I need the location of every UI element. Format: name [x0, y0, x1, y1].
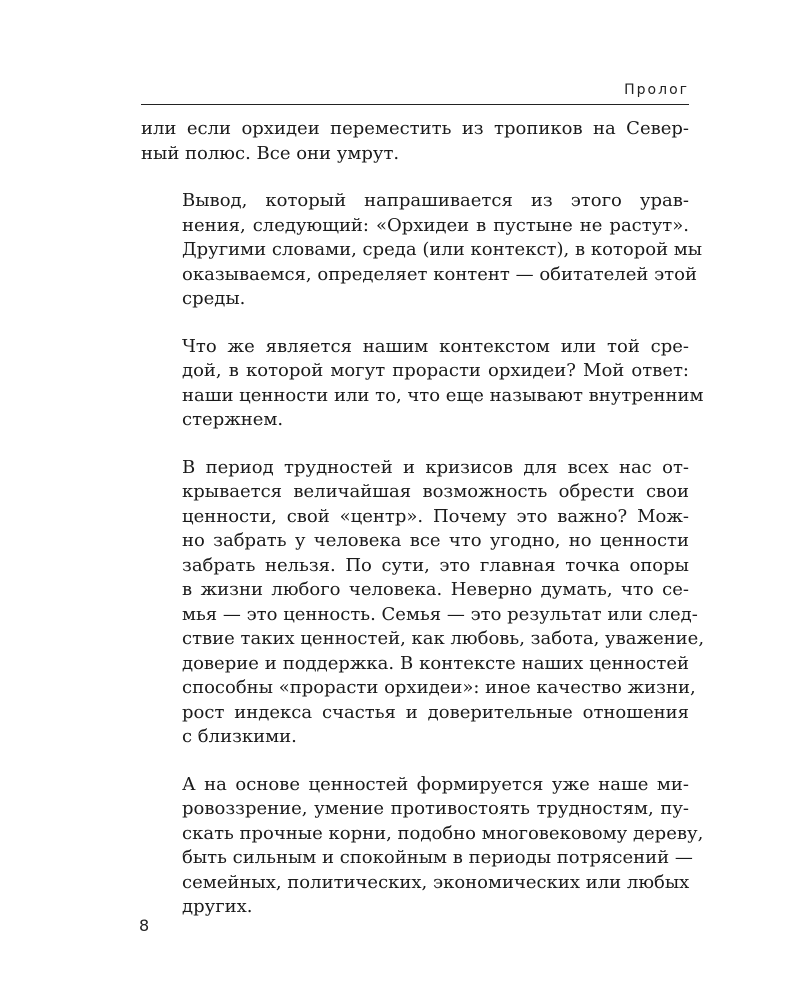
- paragraph-5: [141, 773, 704, 920]
- paragraph-1: [141, 117, 689, 166]
- text-line: ный полюс. Все они умрут.: [141, 142, 400, 164]
- text-line: скать прочные корни, подобно многовековому дереву,: [182, 822, 704, 844]
- body-text: [141, 117, 705, 943]
- paragraph-2: [141, 189, 703, 312]
- text-line: но забрать у человека все что угодно, но ценности: [182, 530, 689, 551]
- text-line: с близкими.: [182, 726, 297, 747]
- text-line: среды.: [182, 288, 246, 309]
- text-line: в жизни любого человека. Неверно думать, что се-: [182, 579, 689, 600]
- text-line: ствие таких ценностей, как любовь, забота, уважение,: [182, 628, 705, 649]
- text-line: оказываемся, определяет контент — обитателей этой: [182, 263, 697, 285]
- text-line: семейных, политических, экономических или любых: [182, 871, 690, 893]
- text-line: Что же является нашим контекстом или той сре-: [182, 335, 689, 357]
- text-line: Другими словами, среда (или контекст), в которой мы: [182, 239, 703, 260]
- text-line: доверие и поддержка. В контексте наших ценностей: [182, 652, 689, 674]
- text-line: А на основе ценностей формируется уже наше ми-: [182, 773, 689, 795]
- paragraph-3: [141, 335, 704, 433]
- text-line: других.: [182, 896, 253, 917]
- text-line: Вывод, который напрашивается из этого урав-: [182, 190, 689, 211]
- text-line: ровоззрение, умение противостоять трудностям, пу-: [182, 798, 689, 819]
- text-line: способны «прорасти орхидеи»: иное качество жизни,: [182, 677, 696, 698]
- text-line: рост индекса счастья и доверительные отношения: [182, 701, 689, 723]
- text-line: крывается величайшая возможность обрести свои: [182, 481, 689, 502]
- page-number: 8: [139, 916, 150, 935]
- paragraph-4: [141, 456, 705, 750]
- running-head-title: Пролог: [624, 82, 689, 98]
- text-line: или если орхидеи переместить из тропиков на Север-: [141, 118, 689, 139]
- text-line: наши ценности или то, что еще называют внутренним: [182, 384, 704, 406]
- text-line: быть сильным и спокойным в периоды потрясений —: [182, 847, 693, 868]
- text-line: стержнем.: [182, 409, 284, 430]
- text-line: нения, следующий: «Орхидеи в пустыне не растут».: [182, 214, 689, 236]
- text-line: дой, в которой могут прорасти орхидеи? Мой ответ:: [182, 360, 689, 381]
- text-line: забрать нельзя. По сути, это главная точка опоры: [182, 554, 689, 576]
- text-line: ценности, свой «центр». Почему это важно? Мож-: [182, 505, 689, 527]
- text-line: В период трудностей и кризисов для всех нас от-: [182, 456, 689, 478]
- text-line: мья — это ценность. Семья — это результат или след-: [182, 603, 698, 625]
- header-rule: [141, 104, 689, 105]
